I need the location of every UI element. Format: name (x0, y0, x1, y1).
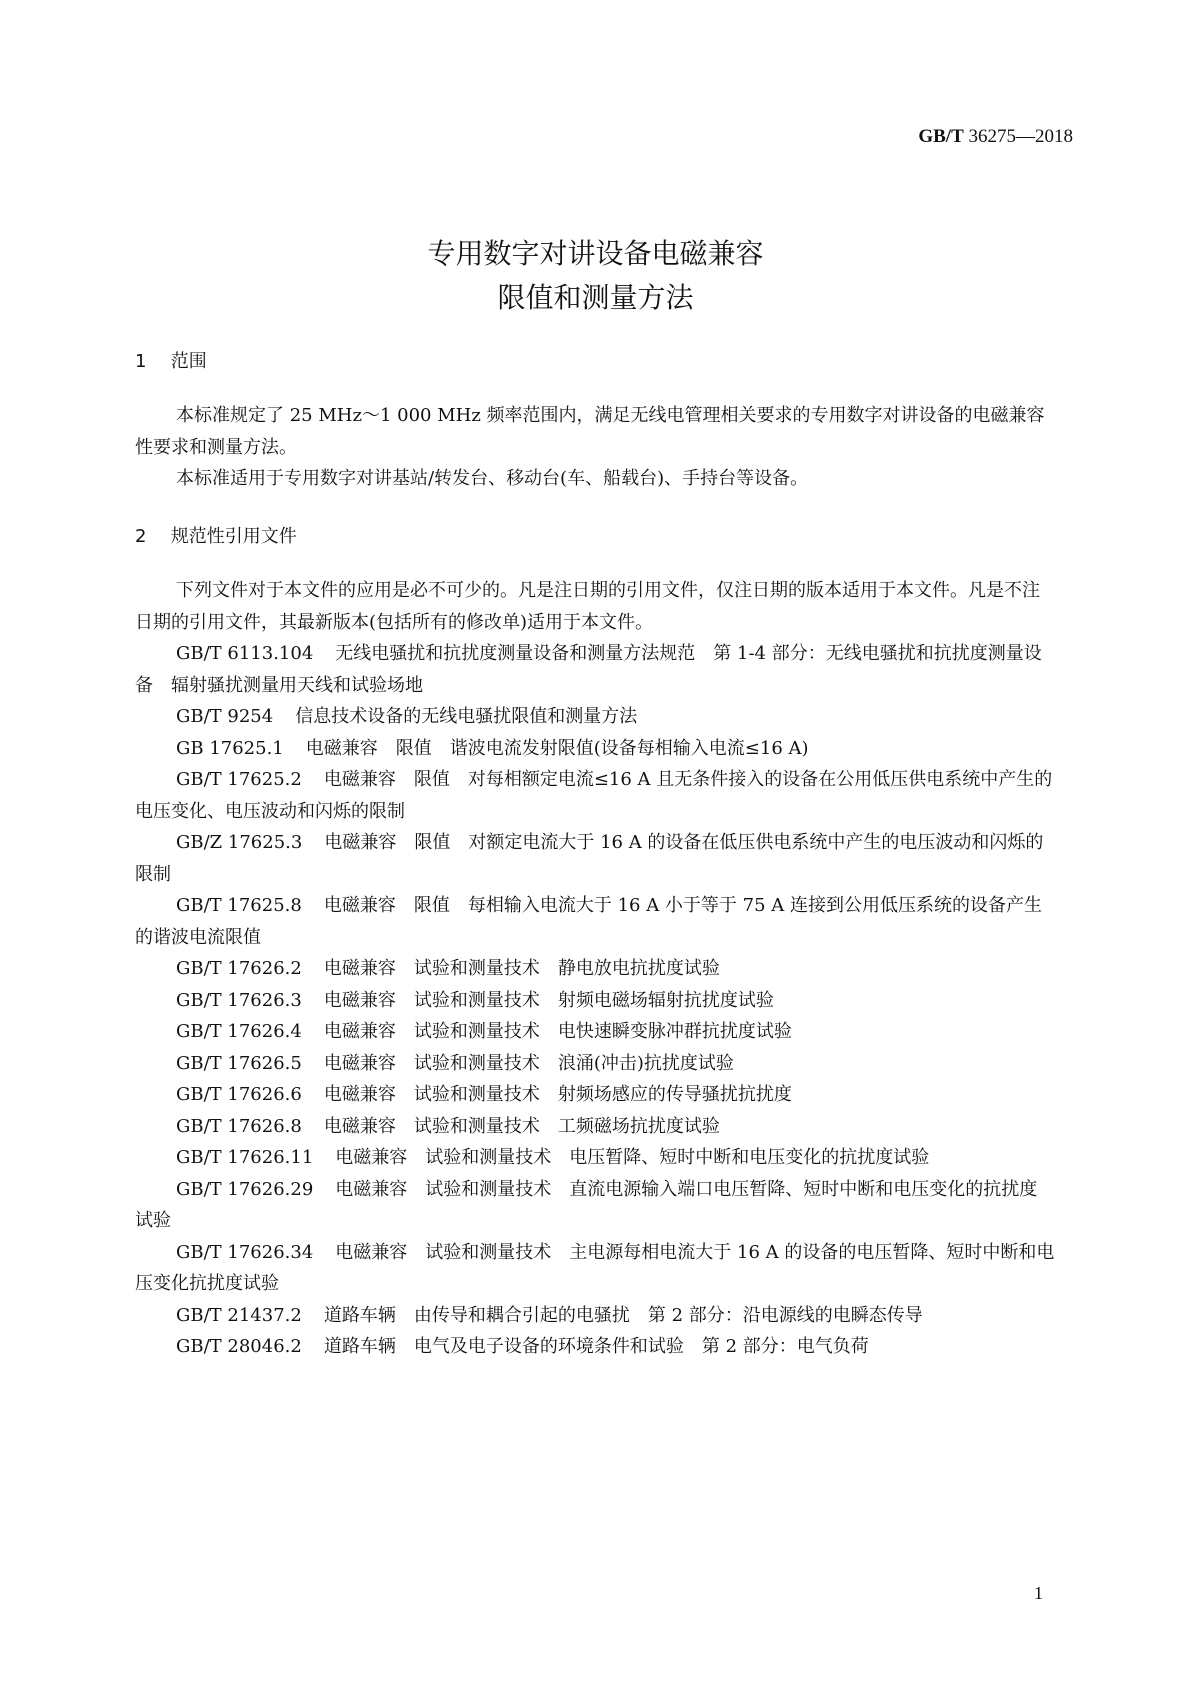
reference-code: GB/T 6113.104 (176, 643, 314, 664)
reference-title: 信息技术设备的无线电骚扰限值和测量方法 (295, 706, 638, 727)
page-number: 1 (1034, 1583, 1043, 1603)
reference-title: 电磁兼容 限值 每相输入电流大于 16 A 小于等于 75 A 连接到公用低压系统的设备产生的谐波电流限值 (135, 895, 1042, 948)
reference-item (135, 733, 1055, 765)
reference-title: 道路车辆 由传导和耦合引起的电骚扰 第 2 部分：沿电源线的电瞬态传导 (323, 1304, 923, 1326)
reference-item (135, 1237, 1055, 1300)
reference-item (135, 890, 1055, 953)
section-2-title: 规范性引用文件 (170, 526, 297, 547)
reference-title: 电磁兼容 限值 对每相额定电流≤16 A 且无条件接入的设备在公用低压供电系统中产生的电压变化、电压波动和闪烁的限制 (135, 769, 1053, 822)
reference-code: GB/T 17626.5 (176, 1052, 302, 1074)
reference-code: GB/T 17626.34 (176, 1241, 314, 1263)
section-1-heading (135, 347, 207, 373)
reference-title: 电磁兼容 试验和测量技术 直流电源输入端口电压暂降、短时中断和电压变化的抗扰度试验 (135, 1178, 1038, 1231)
reference-title: 电磁兼容 试验和测量技术 浪涌(冲击)抗扰度试验 (323, 1052, 734, 1074)
reference-item (135, 1016, 1055, 1048)
section-1-number: 1 (135, 351, 147, 372)
reference-code: GB/T 17625.2 (176, 769, 302, 790)
reference-item (135, 1142, 1055, 1174)
reference-title: 电磁兼容 试验和测量技术 射频电磁场辐射抗扰度试验 (323, 989, 774, 1011)
reference-code: GB/T 17625.8 (176, 895, 302, 916)
reference-code: GB/Z 17625.3 (176, 832, 303, 853)
standard-code (918, 126, 1073, 148)
reference-item (135, 827, 1055, 890)
section-2-number: 2 (135, 526, 147, 547)
reference-code: GB/T 28046.2 (176, 1336, 302, 1357)
reference-title: 电磁兼容 试验和测量技术 工频磁场抗扰度试验 (323, 1115, 720, 1137)
reference-item (135, 1079, 1055, 1111)
reference-title: 电磁兼容 试验和测量技术 射频场感应的传导骚扰抗扰度 (323, 1084, 792, 1105)
section-2-heading (135, 522, 297, 548)
reference-item (135, 1111, 1055, 1143)
reference-item (135, 1048, 1055, 1080)
section-1-title: 范围 (170, 351, 207, 372)
section-1-body (135, 400, 1055, 495)
section-2-intro: 下列文件对于本文件的应用是必不可少的。凡是注日期的引用文件，仅注日期的版本适用于本文件。凡是不注日期的引用文件，其最新版本(包括所有的修改单)适用于本文件。 (135, 580, 1040, 633)
reference-code: GB 17625.1 (176, 737, 284, 759)
reference-title: 无线电骚扰和抗扰度测量设备和测量方法规范 第 1-4 部分：无线电骚扰和抗扰度测量设备 辐射骚扰测量用天线和试验场地 (135, 643, 1042, 696)
reference-item (135, 953, 1055, 985)
reference-title: 道路车辆 电气及电子设备的环境条件和试验 第 2 部分：电气负荷 (323, 1336, 869, 1357)
reference-item (135, 764, 1055, 827)
reference-code: GB/T 17626.3 (176, 989, 302, 1011)
reference-title: 电磁兼容 试验和测量技术 电压暂降、短时中断和电压变化的抗扰度试验 (335, 1147, 930, 1168)
reference-list (135, 638, 1055, 1363)
document-title (0, 232, 1191, 320)
reference-item (135, 1300, 1055, 1332)
reference-item (135, 985, 1055, 1017)
title-line-1: 专用数字对讲设备电磁兼容 (427, 237, 764, 270)
reference-title: 电磁兼容 试验和测量技术 电快速瞬变脉冲群抗扰度试验 (323, 1021, 792, 1042)
reference-title: 电磁兼容 限值 对额定电流大于 16 A 的设备在低压供电系统中产生的电压波动和闪烁的限制 (135, 832, 1044, 885)
reference-item (135, 1174, 1055, 1237)
reference-code: GB/T 21437.2 (176, 1304, 302, 1326)
reference-item (135, 638, 1055, 701)
reference-item (135, 701, 1055, 733)
section-1-paragraph: 本标准规定了 25 MHz～1 000 MHz 频率范围内，满足无线电管理相关要求的专用数字对讲设备的电磁兼容性要求和测量方法。 (135, 405, 1045, 458)
reference-title: 电磁兼容 试验和测量技术 主电源每相电流大于 16 A 的设备的电压暂降、短时中断和电压变化抗扰度试验 (135, 1241, 1055, 1294)
reference-code: GB/T 17626.29 (176, 1178, 314, 1200)
section-1-paragraph: 本标准适用于专用数字对讲基站/转发台、移动台(车、船载台)、手持台等设备。 (176, 468, 809, 489)
reference-code: GB/T 17626.2 (176, 958, 302, 979)
standard-code-prefix: GB/T (918, 126, 964, 147)
reference-title: 电磁兼容 限值 谐波电流发射限值(设备每相输入电流≤16 A) (305, 737, 809, 759)
reference-item (135, 1331, 1055, 1363)
section-2-body (135, 575, 1055, 1363)
standard-code-number: 36275—2018 (968, 126, 1073, 147)
reference-code: GB/T 17626.11 (176, 1147, 314, 1168)
title-line-2: 限值和测量方法 (497, 281, 694, 314)
reference-code: GB/T 9254 (176, 706, 274, 727)
reference-code: GB/T 17626.4 (176, 1021, 302, 1042)
reference-code: GB/T 17626.6 (176, 1084, 302, 1105)
reference-code: GB/T 17626.8 (176, 1115, 302, 1137)
reference-title: 电磁兼容 试验和测量技术 静电放电抗扰度试验 (323, 958, 720, 979)
